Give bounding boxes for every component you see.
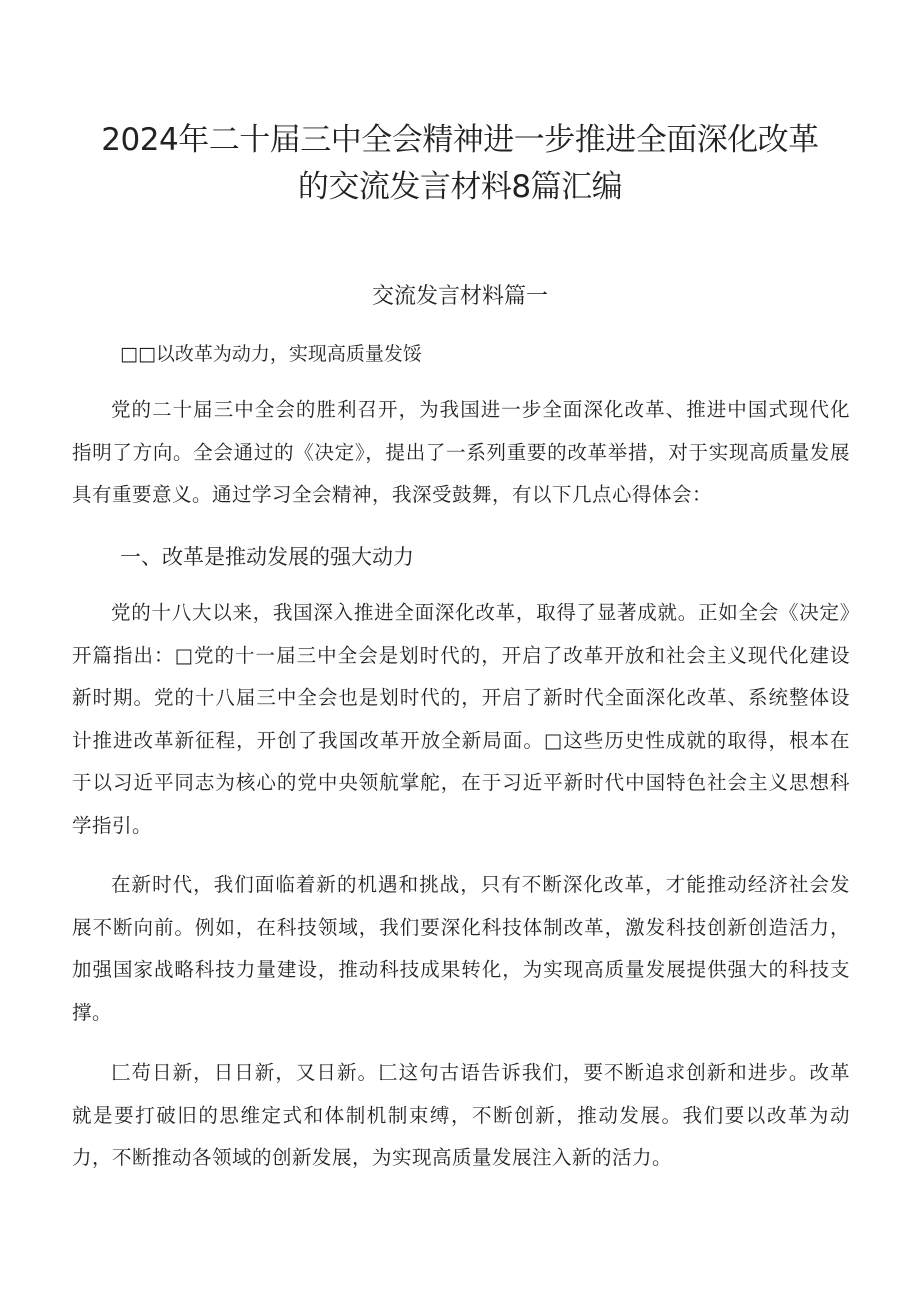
heading-1: 一、改革是推动发展的强大动力 [120,545,414,569]
paragraph-3: 在新时代，我们面临着新的机遇和挑战，只有不断深化改革，才能推动经济社会发展不断向前。例如，在科技领域，我们要深化科技体制改革，激发科技创新创造活力，加强国家战略科技力量建设，推动科技成果转化，为实现高质量发展提供强大的科技支撑。 [72,873,850,1024]
paragraph-1: 党的二十届三中全会的胜利召开，为我国进一步全面深化改革、推进中国式现代化指明了方向。全会通过的《决定》，提出了一系列重要的改革举措，对于实现高质量发展具有重要意义。通过学习全会精神，我深受鼓舞，有以下几点心得体会： [72,398,850,506]
paragraph-2: 党的十八大以来，我国深入推进全面深化改革，取得了显著成就。正如全会《决定》开篇指出：□党的十一届三中全会是划时代的，开启了改革开放和社会主义现代化建设新时期。党的十八届三中全会也是划时代的，开启了新时代全面深化改革、系统整体设计推进改革新征程，开创了我国改革开放全新局面。□这些历史性成就的取得，根本在于以习近平同志为核心的党中央领航掌舵，在于习近平新时代中国特色社会主义思想科学指引。 [72,601,850,837]
document-title-line-2: 的交流发言材料8篇汇编 [297,169,623,205]
section-heading: 交流发言材料篇一 [371,284,548,309]
speech-subtitle: □□以改革为动力，实现高质量发馁 [120,343,422,365]
paragraph-4: 匚苟日新，日日新，又日新。匚这句古语告诉我们，要不断追求创新和进步。改革就是要打破旧的思维定式和体制机制束缚，不断创新，推动发展。我们要以改革为动力，不断推动各领域的创新发展，为实现高质量发展注入新的活力。 [72,1061,850,1169]
document-title-line-1: 2024年二十届三中全会精神进一步推进全面深化改革 [101,122,819,158]
